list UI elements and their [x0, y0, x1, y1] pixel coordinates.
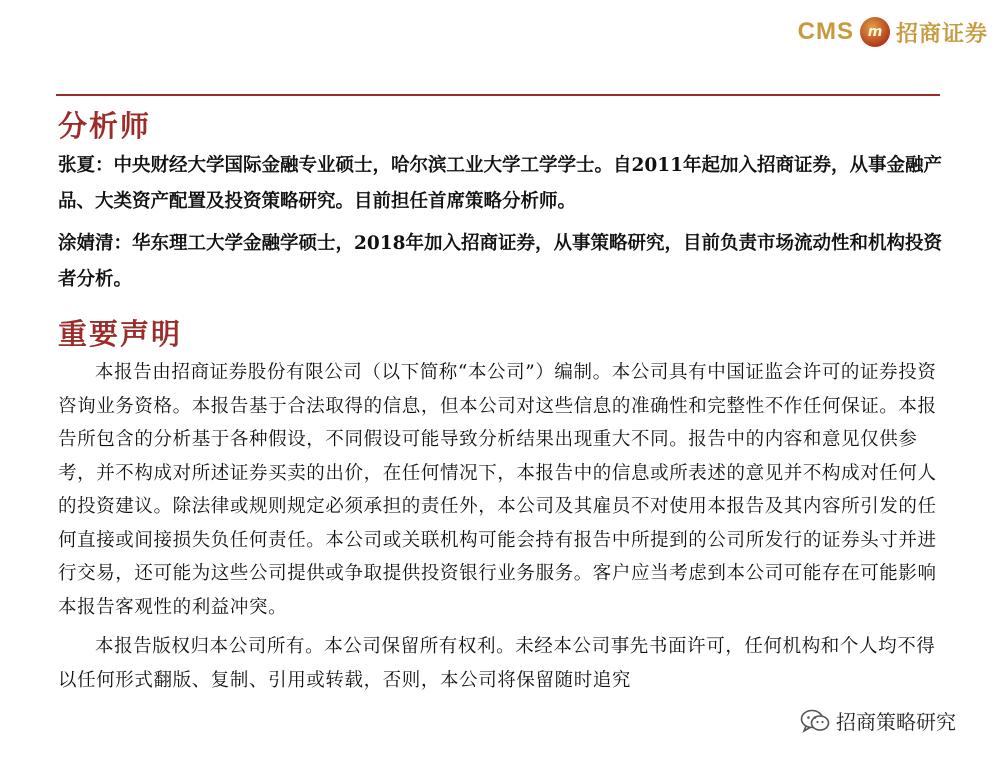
analyst-bio-zhang-xia: 张夏：中央财经大学国际金融专业硕士，哈尔滨工业大学工学学士。自2011年起加入招商证券，从事金融产品、大类资产配置及投资策略研究。目前担任首席策略分析师。 — [58, 155, 942, 212]
header-divider — [56, 94, 940, 96]
company-logo — [798, 14, 988, 50]
analyst-bio-tu-jingqing: 涂婧清：华东理工大学金融学硕士，2018年加入招商证券，从事策略研究，目前负责市场流动性和机构投资者分析。 — [58, 233, 942, 290]
page-content — [58, 104, 942, 697]
disclaimer-heading: 重要声明 — [58, 317, 183, 351]
disclaimer-paragraph-2: 本报告版权归本公司所有。本公司保留所有权利。未经本公司事先书面许可，任何机构和个人均不得以任何形式翻版、复制、引用或转载，否则，本公司将保留随时追究 — [58, 636, 936, 691]
watermark-text: 招商策略研究 — [836, 710, 956, 734]
disclaimer-paragraph-1: 本报告由招商证券股份有限公司（以下简称“本公司”）编制。本公司具有中国证监会许可的证券投资咨询业务资格。本报告基于合法取得的信息，但本公司对这些信息的准确性和完整性不作任何保证。本报告所包含的分析基于各种假设，不同假设可能导致分析结果出现重大不同。报告中的内容和意见仅供参考，并不构成对所述证券买卖的出价，在任何情况下，本报告中的信息或所表述的意见并不构成对任何人的投资建议。除法律或规则规定必须承担的责任外，本公司及其雇员不对使用本报告及其内容所引发的任何直接或间接损失负任何责任。本公司或关联机构可能会持有报告中所提到的公司所发行的证券头寸并进行交易，还可能为这些公司提供或争取提供投资银行业务服务。客户应当考虑到本公司可能存在可能影响本报告客观性的利益冲突。 — [58, 362, 937, 618]
wechat-icon — [800, 708, 830, 734]
logo-company-name: 招商证券 — [895, 21, 988, 47]
wechat-watermark — [800, 706, 956, 735]
analysts-heading: 分析师 — [58, 109, 152, 143]
logo-cms-text: CMS — [797, 18, 854, 45]
logo-emblem-icon: m — [860, 17, 890, 47]
